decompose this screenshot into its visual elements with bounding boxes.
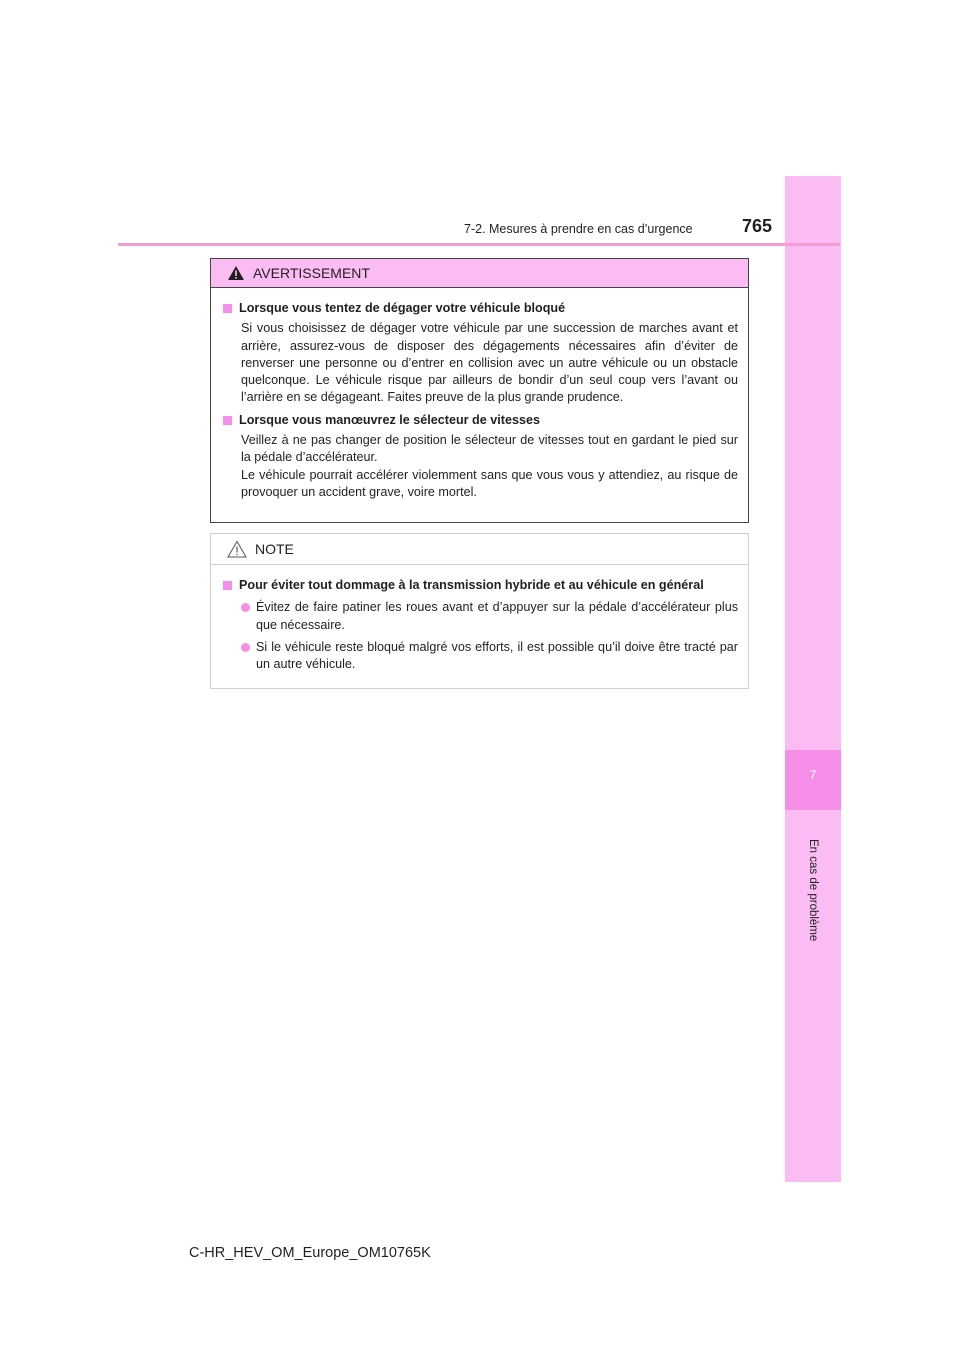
note-box <box>210 533 749 689</box>
round-bullet-icon <box>241 603 250 612</box>
document-id: C-HR_HEV_OM_Europe_OM10765K <box>189 1245 431 1261</box>
square-bullet-icon <box>223 304 232 313</box>
caution-outline-triangle-icon <box>227 540 247 558</box>
warning-item-text: Veillez à ne pas changer de position le sélecteur de vitesses tout en gardant le pied sur la pédale d’accélérateur. Le véhicule pourrait accélérer violemment sans que vous vous y attendiez, au risque de provoquer un accident grave, voire mortel. <box>241 433 738 499</box>
round-bullet-icon <box>241 643 250 652</box>
warning-box-body <box>211 288 748 501</box>
warning-item-title: Lorsque vous manœuvrez le sélecteur de vitesses <box>223 412 738 429</box>
chapter-title: En cas de problème <box>807 839 819 942</box>
note-box-title: NOTE <box>255 541 294 557</box>
note-box-body <box>211 565 748 673</box>
warning-box <box>210 258 749 523</box>
note-bullet: Évitez de faire patiner les roues avant et d’appuyer sur la pédale d’accélérateur plus que nécessaire. <box>241 599 738 634</box>
note-box-header <box>211 534 748 565</box>
header-rule <box>118 243 840 246</box>
note-bullet: Si le véhicule reste bloqué malgré vos efforts, il est possible qu’il doive être tracté par un autre véhicule. <box>241 639 738 674</box>
page-number: 765 <box>742 216 773 236</box>
square-bullet-icon <box>223 581 232 590</box>
warning-box-header <box>211 259 748 288</box>
square-bullet-icon <box>223 416 232 425</box>
warning-item-title: Lorsque vous tentez de dégager votre véhicule bloqué <box>223 300 738 317</box>
section-title: 7-2. Mesures à prendre en cas d’urgence <box>464 222 693 236</box>
warning-item-text: Si vous choisissez de dégager votre véhicule par une succession de marches avant et arrière, assurez-vous de disposer des dégagements nécessaires afin d’éviter de renverser une personne ou d’entrer en collision avec un autre véhicule ou un obstacle quelconque. Le véhicule risque par ailleurs de bondir d’un seul coup vers l’avant ou l’arrière en se dégageant. Faites preuve de la plus grande prudence. <box>241 321 738 405</box>
chapter-side-tab <box>785 176 841 1182</box>
note-item-title: Pour éviter tout dommage à la transmission hybride et au véhicule en général <box>223 577 738 594</box>
warning-box-title: AVERTISSEMENT <box>253 265 370 281</box>
chapter-number: 7 <box>809 768 817 782</box>
warning-triangle-icon <box>227 265 245 281</box>
